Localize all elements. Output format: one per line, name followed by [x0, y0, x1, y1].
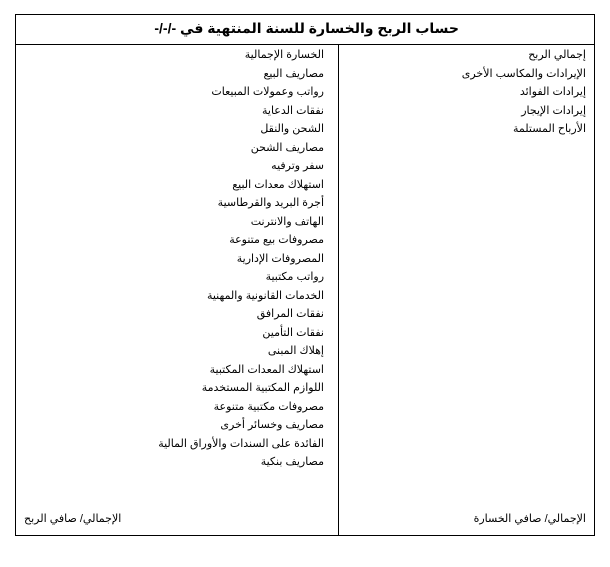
debit-item: نفقات التأمين [262, 326, 324, 339]
debit-item: مصاريف بنكية [260, 456, 324, 468]
debit-item: مصاريف الشحن [250, 141, 324, 154]
debit-item: سفر وترفيه [271, 160, 324, 172]
debit-item: مصاريف وخسائر أخرى [220, 419, 324, 431]
credit-item: إجمالي الربح [528, 49, 586, 61]
debit-item: رواتب مكتبية [265, 271, 324, 283]
debit-list [158, 46, 324, 472]
debit-item: الفائدة على السندات والأوراق المالية [158, 437, 324, 450]
debit-item: الهاتف والانترنت [250, 215, 324, 228]
debit-item: مصروفات بيع متنوعة [229, 234, 324, 246]
statement-title: حساب الربح والخسارة للسنة المنتهية في -/-/- [154, 20, 459, 36]
debit-item: المصروفات الإدارية [236, 252, 324, 265]
credit-column [346, 46, 586, 139]
credit-item: الأرباح المستلمة [512, 123, 586, 135]
debit-item: أجرة البريد والقرطاسية [217, 197, 324, 209]
debit-item: رواتب وعمولات المبيعات [211, 86, 324, 98]
debit-item: اللوازم المكتبية المستخدمة [201, 382, 324, 394]
credit-item: إيرادات الإيجار [521, 104, 586, 117]
debit-item: الخسارة الإجمالية [244, 49, 324, 61]
debit-item: استهلاك معدات البيع [232, 178, 324, 191]
debit-item: الخدمات القانونية والمهنية [206, 289, 324, 302]
debit-item: مصروفات مكتبية متنوعة [213, 400, 324, 413]
debit-item: مصاريف البيع [263, 67, 324, 80]
column-divider [338, 44, 339, 536]
title-row [16, 15, 594, 45]
profit-loss-table [15, 14, 595, 536]
debit-item: نفقات المرافق [256, 308, 324, 320]
debit-item: إهلاك المبنى [267, 345, 324, 357]
debit-item: نفقات الدعاية [261, 104, 324, 117]
credit-total-label: الإجمالي/ صافي الخسارة [473, 513, 586, 525]
credit-item: إيرادات الفوائد [519, 86, 586, 98]
credit-list [346, 46, 586, 139]
debit-item: استهلاك المعدات المكتبية [209, 363, 324, 376]
debit-total-label: الإجمالي/ صافي الربح [24, 513, 122, 525]
credit-item: الإيرادات والمكاسب الأخرى [461, 67, 586, 80]
debit-item: الشحن والنقل [260, 123, 324, 135]
